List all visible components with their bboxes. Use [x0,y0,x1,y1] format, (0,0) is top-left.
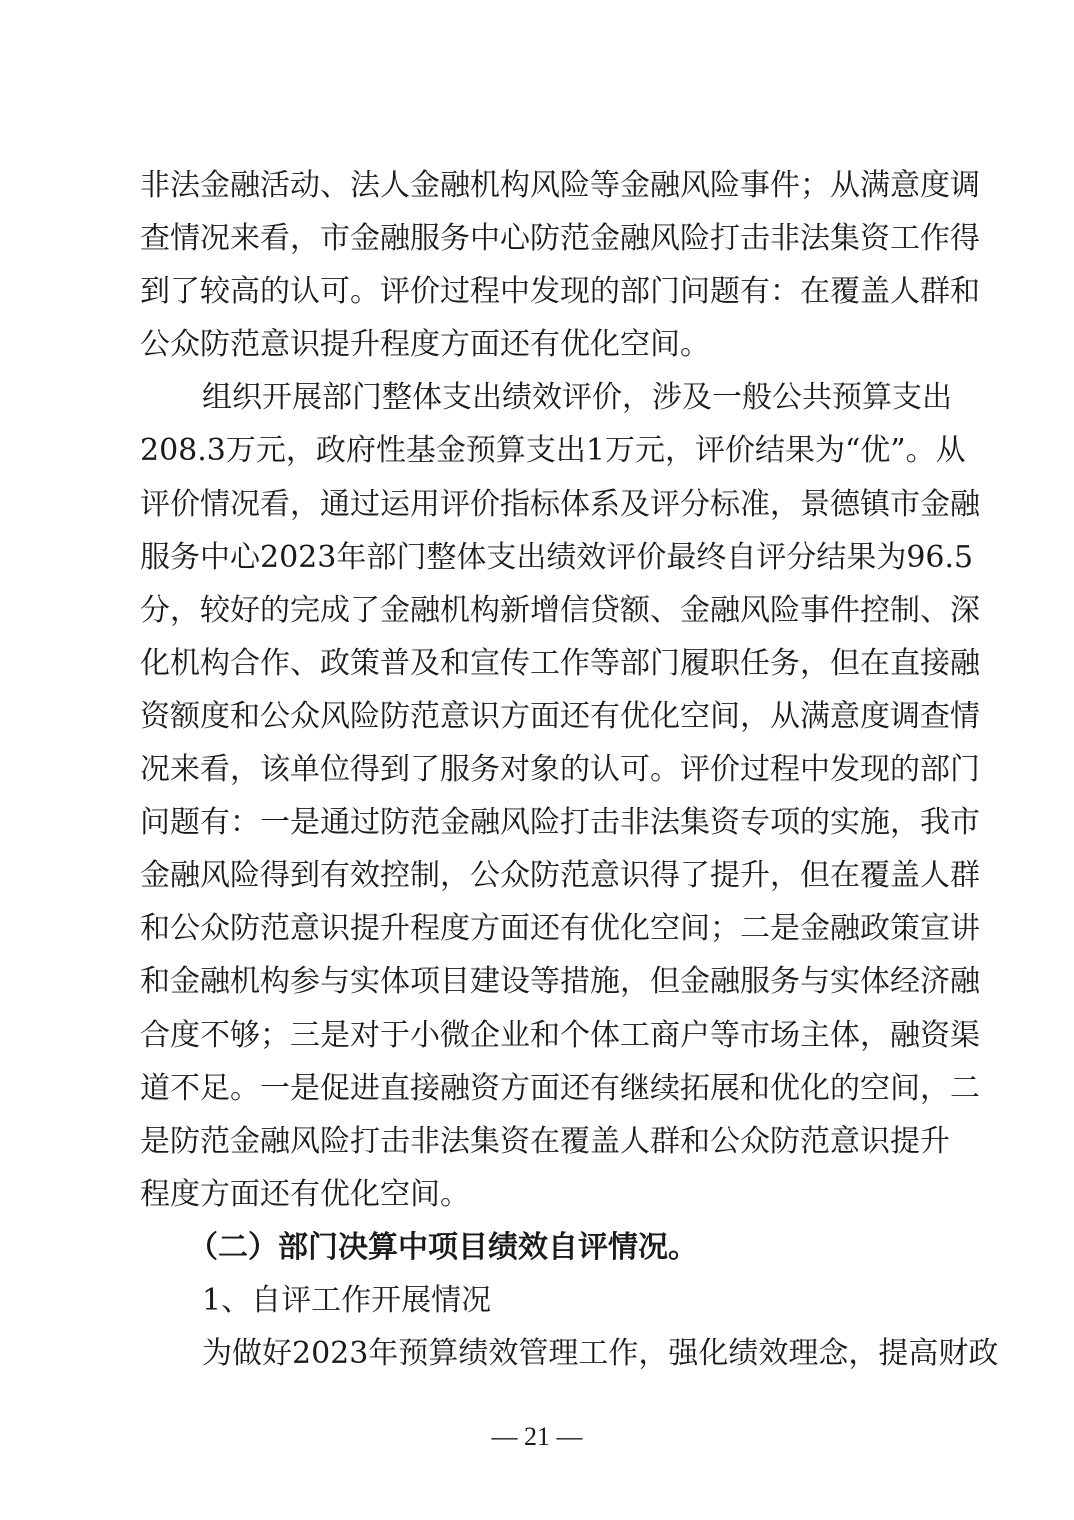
text-line: 非法金融活动、法人金融机构风险等金融风险事件；从满意度调 [140,168,980,203]
text-line: 服务中心2023年部门整体支出绩效评价最终自评分结果为96.5 [140,539,974,575]
text-line: 和金融机构参与实体项目建设等措施，但金融服务与实体经济融 [140,964,980,1000]
text-line: 程度方面还有优化空间。 [140,1176,470,1212]
page-number: — 21 — [491,1422,583,1451]
text-line: 况来看，该单位得到了服务对象的认可。评价过程中发现的部门 [140,752,980,788]
document-body [140,159,999,1380]
text-line: 和公众防范意识提升程度方面还有优化空间；二是金融政策宣讲 [140,911,980,947]
paragraph-start-line: 为做好2023年预算绩效管理工作，强化绩效理念，提高财政 [202,1336,999,1372]
text-line: 资额度和公众风险防范意识方面还有优化空间，从满意度调查情 [140,698,980,734]
text-line: 到了较高的认可。评价过程中发现的部门问题有：在覆盖人群和 [140,274,980,310]
text-line: 问题有：一是通过防范金融风险打击非法集资专项的实施，我市 [140,805,980,841]
text-line: 评价情况看，通过运用评价指标体系及评分标准，景德镇市金融 [140,486,980,522]
text-line: 查情况来看，市金融服务中心防范金融风险打击非法集资工作得 [140,221,980,257]
text-line: 公众防范意识提升程度方面还有优化空间。 [140,327,710,363]
text-line: 合度不够；三是对于小微企业和个体工商户等市场主体，融资渠 [140,1017,980,1053]
paragraph-start-line: 组织开展部门整体支出绩效评价，涉及一般公共预算支出 [202,380,952,416]
text-line: 208.3万元，政府性基金预算支出1万元，评价结果为“优”。从 [140,433,966,469]
section-heading: （二）部门决算中项目绩效自评情况。 [188,1229,698,1265]
text-line: 化机构合作、政策普及和宣传工作等部门履职任务，但在直接融 [140,645,980,681]
text-line: 是防范金融风险打击非法集资在覆盖人群和公众防范意识提升 [140,1123,950,1159]
text-line: 金融风险得到有效控制，公众防范意识得了提升，但在覆盖人群 [140,858,980,894]
text-line: 道不足。一是促进直接融资方面还有继续拓展和优化的空间，二 [140,1070,980,1106]
subsection-heading: 1、自评工作开展情况 [202,1282,492,1318]
text-line: 分，较好的完成了金融机构新增信贷额、金融风险事件控制、深 [140,592,980,628]
